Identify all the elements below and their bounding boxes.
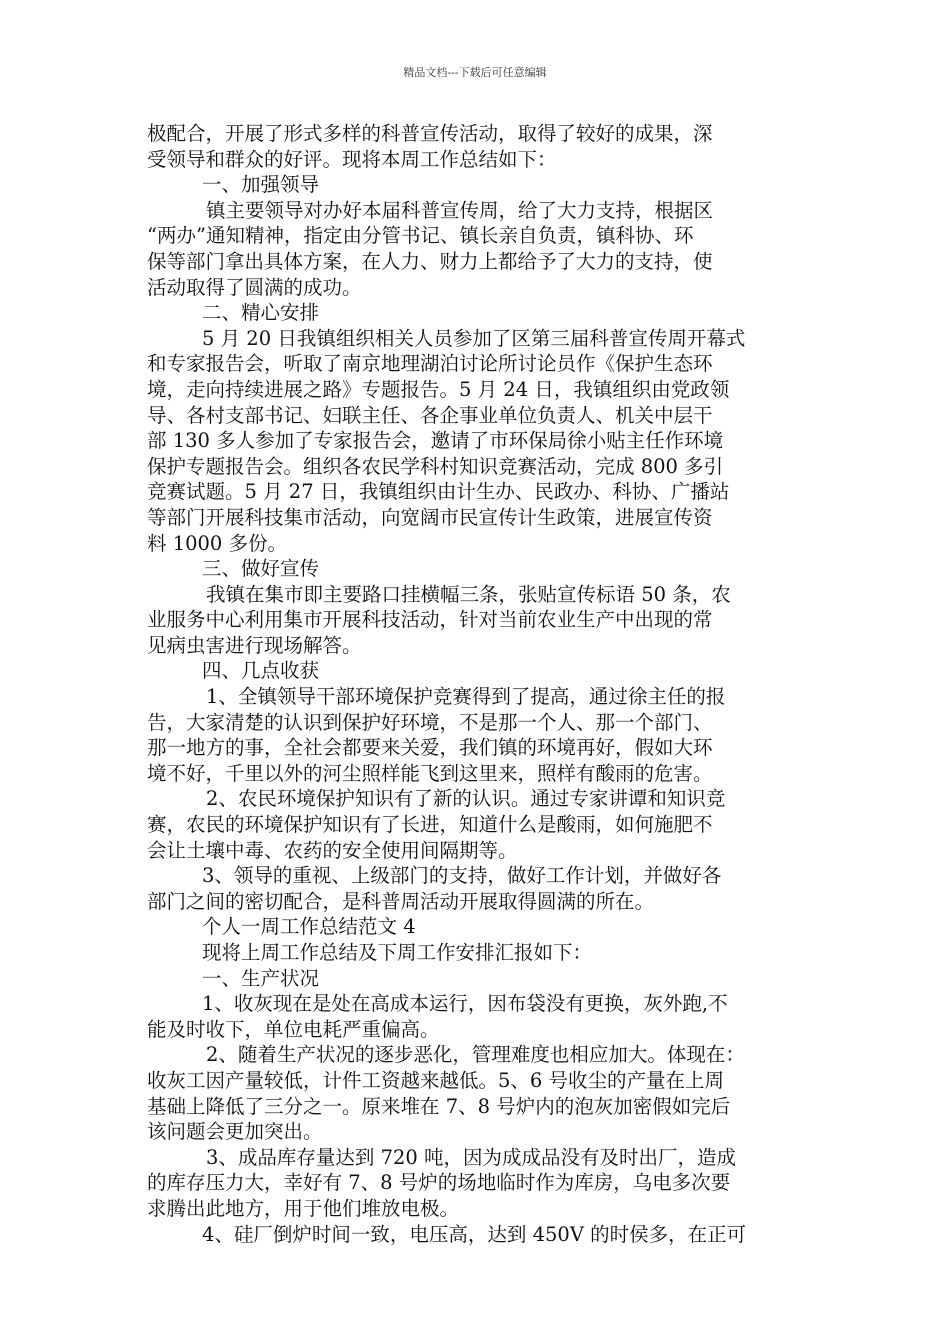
text-line: 基础上降低了三分之一。原来堆在 7、8 号炉内的泡灰加密假如完后 — [147, 1094, 731, 1118]
text-line: 告，大家清楚的认识到保护好环境，不是那一个人、那一个部门、 — [147, 710, 713, 734]
text-line: 一、生产状况 — [202, 966, 320, 990]
text-line: 三、做好宣传 — [202, 557, 320, 581]
text-line: 活动取得了圆满的成功。 — [147, 275, 362, 299]
text-line: 1、全镇领导干部环境保护竞赛得到了提高，通过徐主任的报 — [206, 685, 726, 709]
text-line: 境，走向持续进展之路》专题报告。5 月 24 日，我镇组织由党政领 — [147, 377, 730, 401]
text-line: 保等部门拿出具体方案，在人力、财力上都给予了大力的支持，使 — [147, 249, 713, 273]
text-line: 一、加强领导 — [202, 173, 320, 197]
text-line: 2、农民环境保护知识有了新的认识。通过专家讲谭和知识竞 — [206, 787, 726, 811]
text-line: 现将上周工作总结及下周工作安排汇报如下： — [202, 941, 593, 964]
text-line: 3、成品库存量达到 720 吨，因为成成品没有及时出厂，造成 — [206, 1145, 737, 1169]
text-line: 那一地方的事，全社会都要来关爱，我们镇的环境再好，假如大环 — [147, 736, 713, 760]
text-line: 镇主要领导对办好本届科普宣传周，给了大力支持，根据区 — [206, 198, 714, 222]
text-line: 收灰工因产量较低，计件工资越来越低。5、6 号收尘的产量在上周 — [147, 1068, 725, 1092]
text-line: 4、硅厂倒炉时间一致，电压高，达到 450V 的时侯多，在正可 — [202, 1222, 747, 1246]
text-line: 料 1000 多份。 — [147, 531, 288, 555]
text-line: 5 月 20 日我镇组织相关人员参加了区第三届科普宣传周开幕式 — [202, 326, 746, 350]
text-line: “两办”通知精神，指定由分管书记、镇长亲自负责，镇科协、环 — [147, 224, 694, 248]
text-line: 2、随着生产状况的逐步恶化，管理难度也相应加大。体现在： — [206, 1043, 745, 1067]
header-text: 精品文档---下载后可任意编辑 — [403, 66, 547, 79]
text-line: 1、收灰现在是处在高成本运行，因布袋没有更换，灰外跑,不 — [202, 992, 728, 1016]
page-header — [0, 66, 950, 80]
text-line: 等部门开展科技集市活动，向宽阔市民宣传计生政策，进展宣传资 — [147, 505, 713, 529]
text-line: 极配合，开展了形式多样的科普宣传活动，取得了较好的成果，深 — [147, 122, 713, 145]
text-line: 个人一周工作总结范文 4 — [202, 915, 416, 939]
text-line: 会让土壤中毒、农药的安全使用间隔期等。 — [147, 838, 518, 862]
text-line: 保护专题报告会。组织各农民学科村知识竞赛活动，完成 800 多引 — [147, 454, 724, 478]
text-line: 部门之间的密切配合，是科普周活动开展取得圆满的所在。 — [147, 889, 655, 913]
text-line: 和专家报告会，听取了南京地理湖泊讨论所讨论员作《保护生态环 — [147, 352, 713, 376]
text-line: 该问题会更加突出。 — [147, 1120, 323, 1144]
text-line: 二、精心安排 — [202, 301, 320, 325]
document-body — [147, 121, 827, 1247]
text-line: 部 130 多人参加了专家报告会，邀请了市环保局徐小贴主任作环境 — [147, 429, 724, 453]
text-line: 3、领导的重视、上级部门的支持，做好工作计划，并做好各 — [202, 864, 722, 888]
text-line: 赛，农民的环境保护知识有了长进，知道什么是酸雨，如何施肥不 — [147, 813, 713, 837]
text-line: 导、各村支部书记、妇联主任、各企事业单位负责人、机关中层干 — [147, 403, 713, 427]
text-line: 见病虫害进行现场解答。 — [147, 633, 362, 657]
text-line: 业服务中心利用集市开展科技活动，针对当前农业生产中出现的常 — [147, 608, 713, 632]
text-line: 竞赛试题。5 月 27 日，我镇组织由计生办、民政办、科协、广播站 — [147, 480, 730, 504]
text-line: 境不好，千里以外的河尘照样能飞到这里来，照样有酸雨的危害。 — [147, 761, 713, 785]
text-line: 能及时收下，单位电耗严重偏高。 — [147, 1017, 440, 1041]
text-line: 受领导和群众的好评。现将本周工作总结如下： — [147, 147, 557, 171]
text-line: 的库存压力大，幸好有 7、8 号炉的场地临时作为库房，乌电多次要 — [147, 1171, 731, 1195]
text-line: 求腾出此地方，用于他们堆放电极。 — [147, 1196, 460, 1220]
text-line: 四、几点收获 — [202, 659, 320, 683]
text-line: 我镇在集市即主要路口挂横幅三条，张贴宣传标语 50 条，农 — [206, 582, 731, 606]
